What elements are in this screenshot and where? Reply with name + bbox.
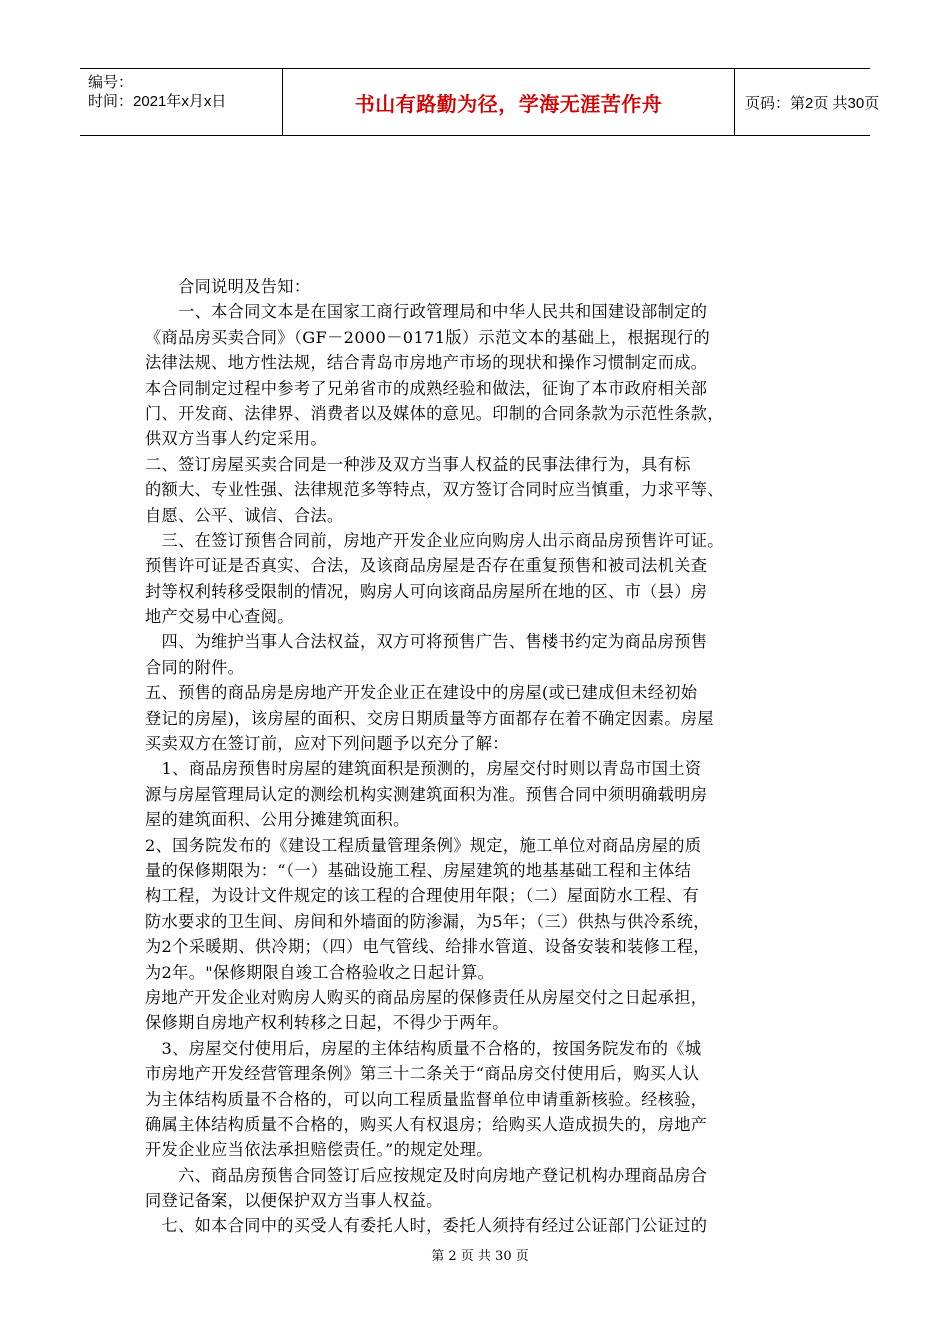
document-date: 时间：2021年x月x日 — [88, 93, 227, 110]
body-line: 二、签订房屋买卖合同是一种涉及双方当事人权益的民事法律行为，具有标 — [145, 454, 691, 474]
header-meta — [80, 69, 283, 135]
body-line: 防水要求的卫生间、房间和外墙面的防渗漏，为5年；（三）供热与供冷系统， — [145, 911, 710, 931]
header-page-info: 页码：第2页 共30页 — [745, 94, 880, 112]
body-line: 六、商品房预售合同签订后应按规定及时向房地产登记机构办理商品房合 — [145, 1165, 708, 1185]
body-line: 开发企业应当依法承担赔偿责任。”的规定处理。 — [145, 1140, 493, 1160]
body-line: 五、预售的商品房是房地产开发企业正在建设中的房屋(或已建成但未经初始 — [145, 683, 698, 703]
body-line: 量的保修期限为：“（一）基础设施工程、房屋建筑的地基基础工程和主体结 — [145, 860, 692, 880]
body-line: 门、开发商、法律界、消费者以及媒体的意见。印制的合同条款为示范性条款， — [145, 403, 724, 423]
body-line: 3、房屋交付使用后，房屋的主体结构质量不合格的，按国务院发布的《城 — [145, 1038, 702, 1058]
body-line: 合同的附件。 — [145, 657, 245, 677]
body-line: 《商品房买卖合同》（GF－2000－0171版）示范文本的基础上，根据现行的 — [145, 327, 711, 347]
body-line: 七、如本合同中的买受人有委托人时，委托人须持有经过公证部门公证过的 — [145, 1216, 708, 1236]
body-line: 买卖双方在签订前，应对下列问题予以充分了解： — [145, 734, 509, 754]
body-line: 一、本合同文本是在国家工商行政管理局和中华人民共和国建设部制定的 — [145, 302, 708, 322]
body-line: 供双方当事人约定采用。 — [145, 429, 327, 449]
body-line: 登记的房屋)，该房屋的面积、交房日期质量等方面都存在着不确定因素。房屋 — [145, 708, 714, 728]
body-line: 房地产开发企业对购房人购买的商品房屋的保修责任从房屋交付之日起承担， — [145, 987, 708, 1007]
body-line: 屋的建筑面积、公用分摊建筑面积。 — [145, 810, 410, 830]
body-line: 封等权利转移受限制的情况，购房人可向该商品房屋所在地的区、市（县）房 — [145, 581, 708, 601]
body-line: 1、商品房预售时房屋的建筑面积是预测的，房屋交付时则以青岛市国土资 — [145, 759, 702, 779]
body-line: 构工程，为设计文件规定的该工程的合理使用年限；（二）屋面防水工程、有 — [145, 886, 700, 906]
contract-notice-body — [145, 274, 815, 1239]
body-line: 2、国务院发布的《建设工程质量管理条例》规定，施工单位对商品房屋的质 — [145, 835, 702, 855]
body-line: 本合同制定过程中参考了兄弟省市的成熟经验和做法，征询了本市政府相关部 — [145, 378, 708, 398]
page-header — [80, 68, 880, 136]
body-line: 四、为维护当事人合法权益，双方可将预售广告、售楼书约定为商品房预售 — [145, 632, 708, 652]
body-line: 为2年。"保修期限自竣工合格验收之日起计算。 — [145, 962, 495, 982]
body-line: 同登记备案，以便保护双方当事人权益。 — [145, 1191, 443, 1211]
body-line: 确属主体结构质量不合格的，购买人有权退房；给购买人造成损失的，房地产 — [145, 1114, 708, 1134]
header-motto: 书山有路勤为径，学海无涯苦作舟 — [283, 69, 735, 135]
body-line: 法律法规、地方性法规，结合青岛市房地产市场的现状和操作习惯制定而成。 — [145, 353, 708, 373]
body-line: 保修期自房地产权利转移之日起，不得少于两年。 — [145, 1013, 509, 1033]
page-footer: 第 2 页 共 30 页 — [431, 1249, 529, 1264]
body-line: 为主体结构质量不合格的，可以向工程质量监督单位申请重新核验。经核验， — [145, 1089, 708, 1109]
body-line: 预售许可证是否真实、合法，及该商品房屋是否存在重复预售和被司法机关查 — [145, 556, 708, 576]
body-line: 三、在签订预售合同前，房地产开发企业应向购房人出示商品房预售许可证。 — [145, 530, 724, 550]
body-line: 源与房屋管理局认定的测绘机构实测建筑面积为准。预售合同中须明确载明房 — [145, 784, 708, 804]
body-line: 的额大、专业性强、法律规范多等特点，双方签订合同时应当慎重，力求平等、 — [145, 480, 724, 500]
body-line: 自愿、公平、诚信、合法。 — [145, 505, 344, 525]
body-line: 市房地产开发经营管理条例》第三十二条关于“商品房交付使用后，购买人认 — [145, 1064, 700, 1084]
body-line: 地产交易中心查阅。 — [145, 607, 294, 627]
body-line: 合同说明及告知： — [145, 277, 311, 296]
body-line: 为2个采暖期、供冷期；（四）电气管线、给排水管道、设备安装和装修工程， — [145, 937, 710, 957]
document-number-label: 编号： — [88, 74, 134, 91]
